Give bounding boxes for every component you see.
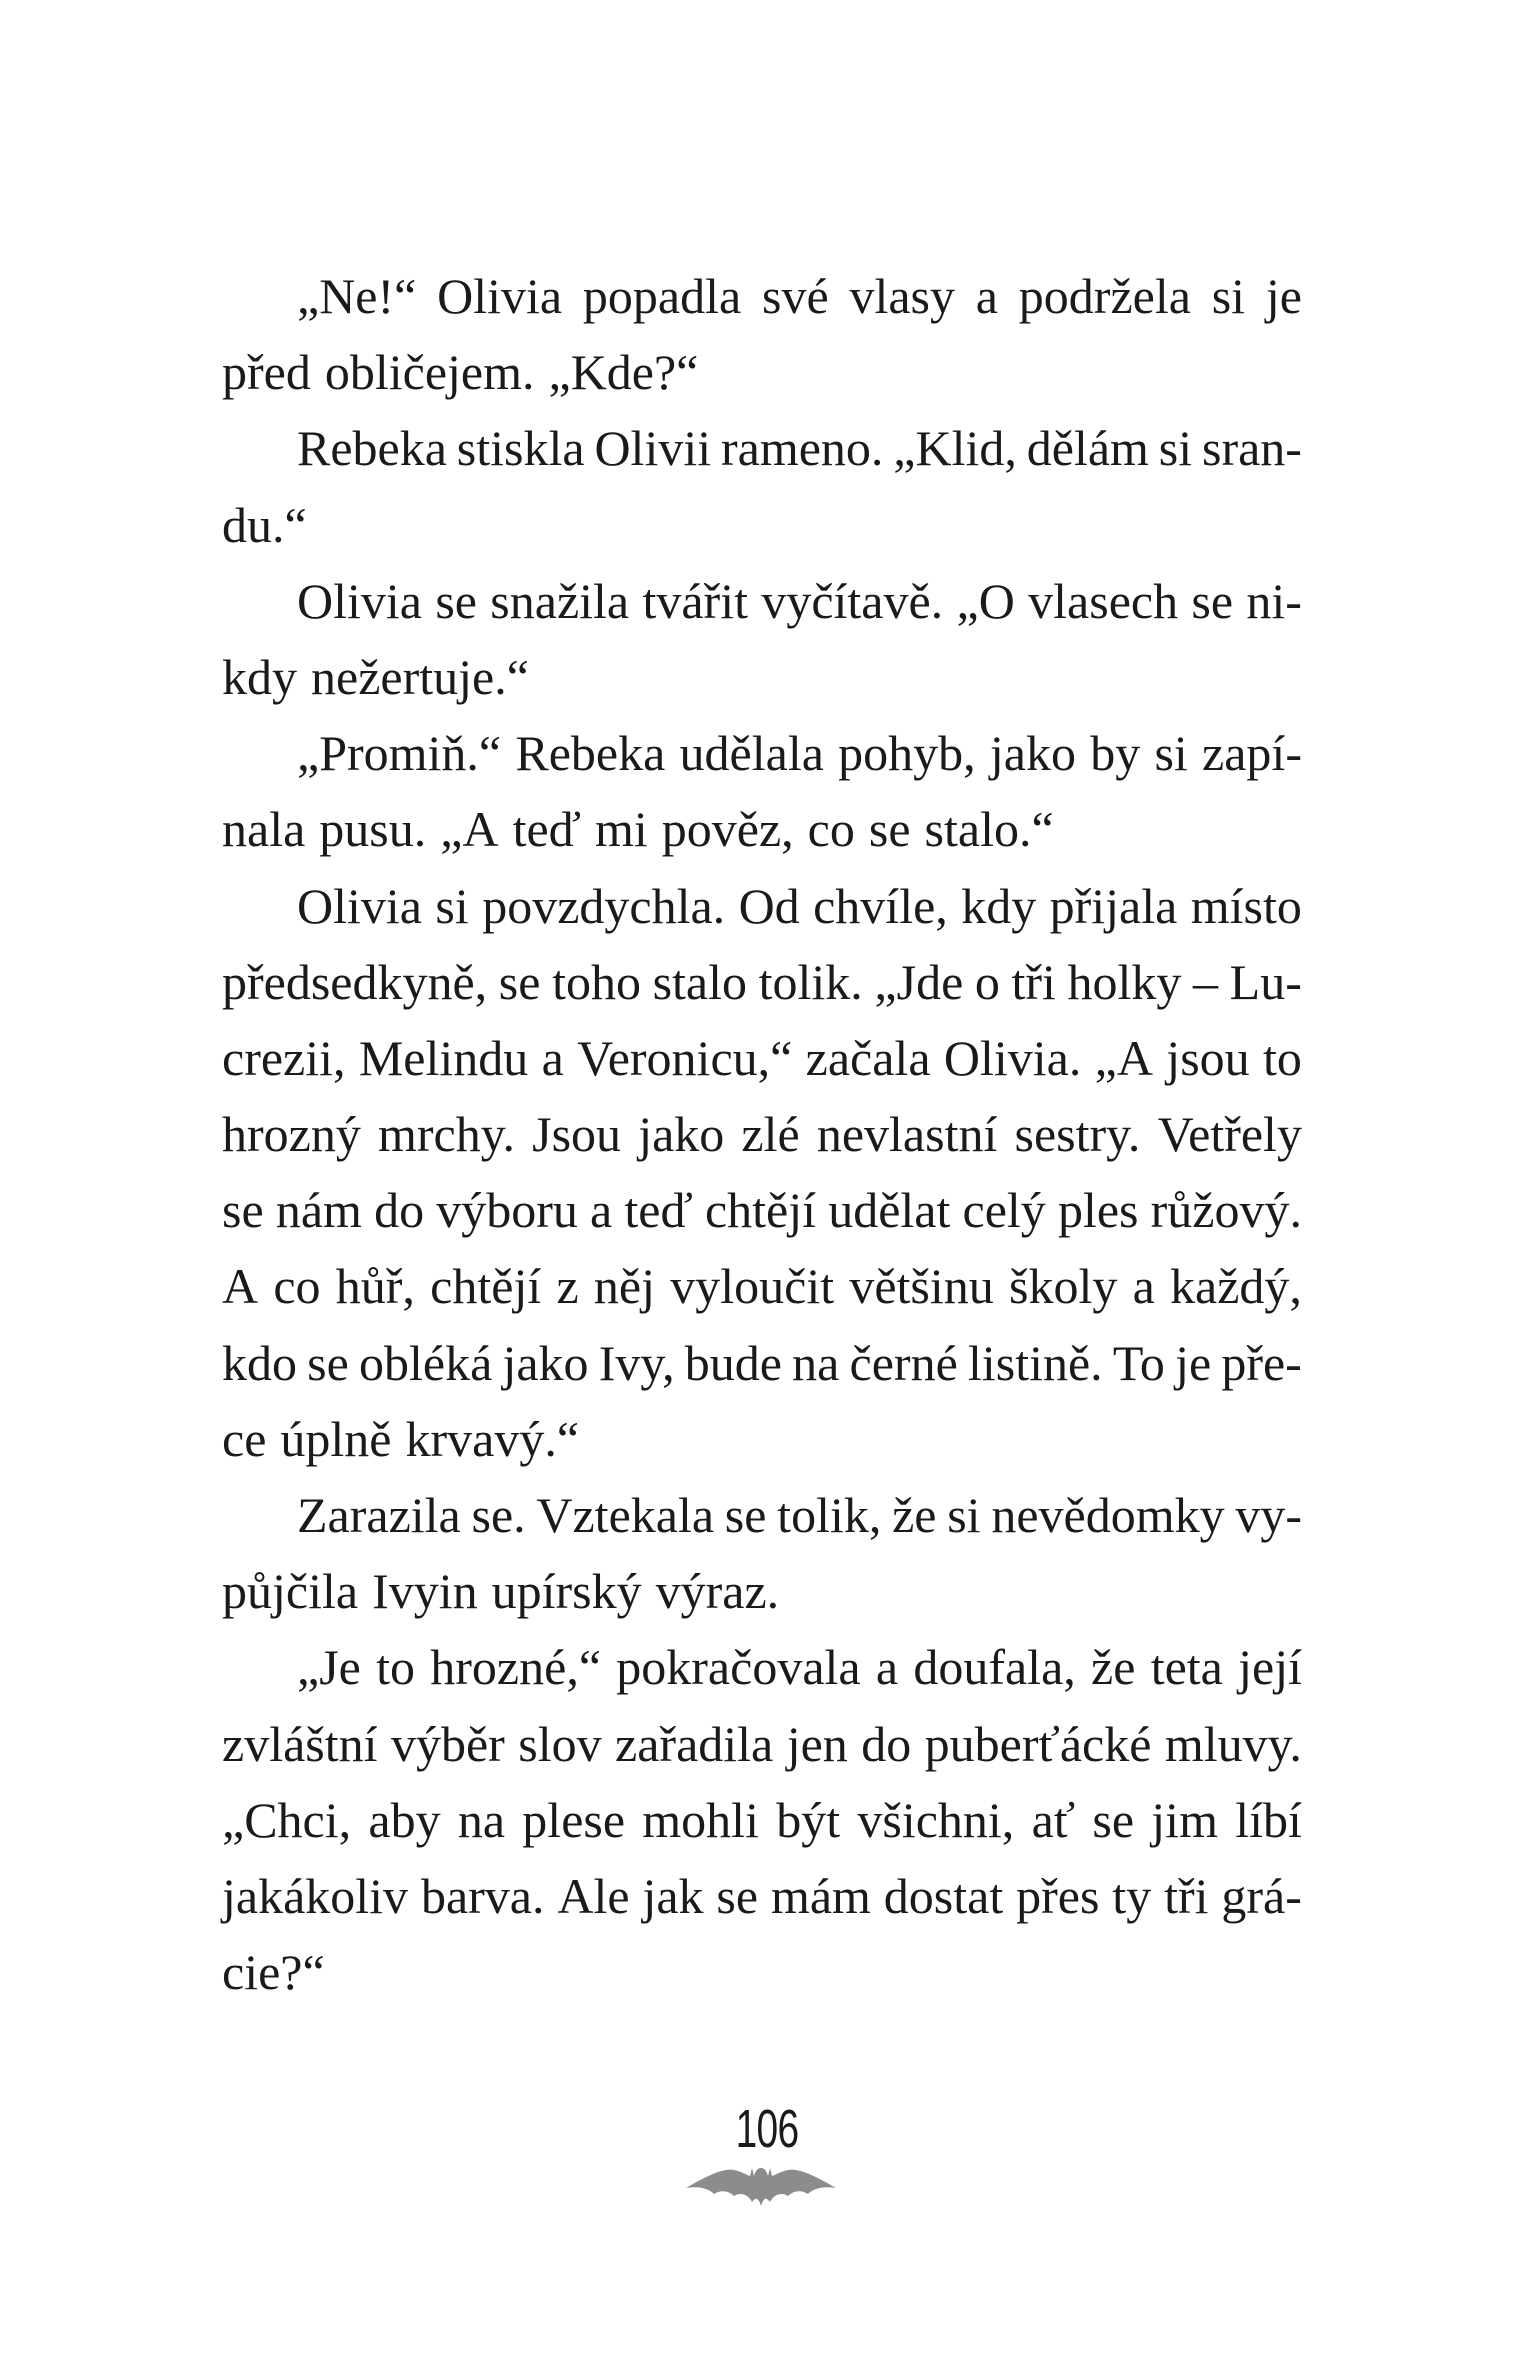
text-line: „Je to hrozné,“ pokračovala a doufala, že teta její [297,1639,1302,1696]
text-line: Olivia se snažila tvářit vyčítavě. „O vlasech se ni- [297,572,1302,629]
text-line: Olivia si povzdychla. Od chvíle, kdy přijala místo [297,877,1302,934]
text-line: ce úplně krvavý.“ [222,1410,580,1467]
book-text [222,258,1302,2010]
text-line: crezii, Melindu a Veronicu,“ začala Olivia. „A jsou to [222,1029,1302,1086]
text-line: se nám do výboru a teď chtějí udělat celý ples růžový. [222,1182,1302,1239]
text-line: před obličejem. „Kde?“ [222,344,699,401]
text-line: du.“ [222,496,307,553]
text-line: kdy nežertuje.“ [222,648,529,705]
text-line: A co hůř, chtějí z něj vyloučit většinu školy a každý, [222,1258,1302,1315]
text-line: půjčila Ivyin upírský výraz. [222,1563,780,1620]
text-line: Rebeka stiskla Olivii rameno. „Klid, dělám si sran- [297,420,1302,477]
text-line: nala pusu. „A teď mi pověz, co se stalo.“ [222,801,1054,858]
text-line: „Promiň.“ Rebeka udělala pohyb, jako by si zapí- [297,725,1302,782]
text-line: cie?“ [222,1944,325,2001]
bat-icon [686,2158,836,2210]
text-line: hrozný mrchy. Jsou jako zlé nevlastní sestry. Vetřely [222,1106,1302,1163]
text-line: kdo se obléká jako Ivy, bude na černé listině. To je pře- [222,1334,1302,1391]
text-line: Zarazila se. Vztekala se tolik, že si nevědomky vy- [297,1487,1302,1543]
text-line: „Ne!“ Olivia popadla své vlasy a podržela si je [297,268,1302,324]
text-line: „Chci, aby na plese mohli být všichni, ať se jim líbí [222,1791,1302,1848]
text-line: zvláštní výběr slov zařadila jen do puberťácké mluvy. [222,1715,1302,1772]
page-number: 106 [735,2099,799,2159]
text-line: předsedkyně, se toho stalo tolik. „Jde o tři holky – Lu- [222,953,1302,1010]
text-line: jakákoliv barva. Ale jak se mám dostat přes ty tři grá- [222,1867,1302,1924]
